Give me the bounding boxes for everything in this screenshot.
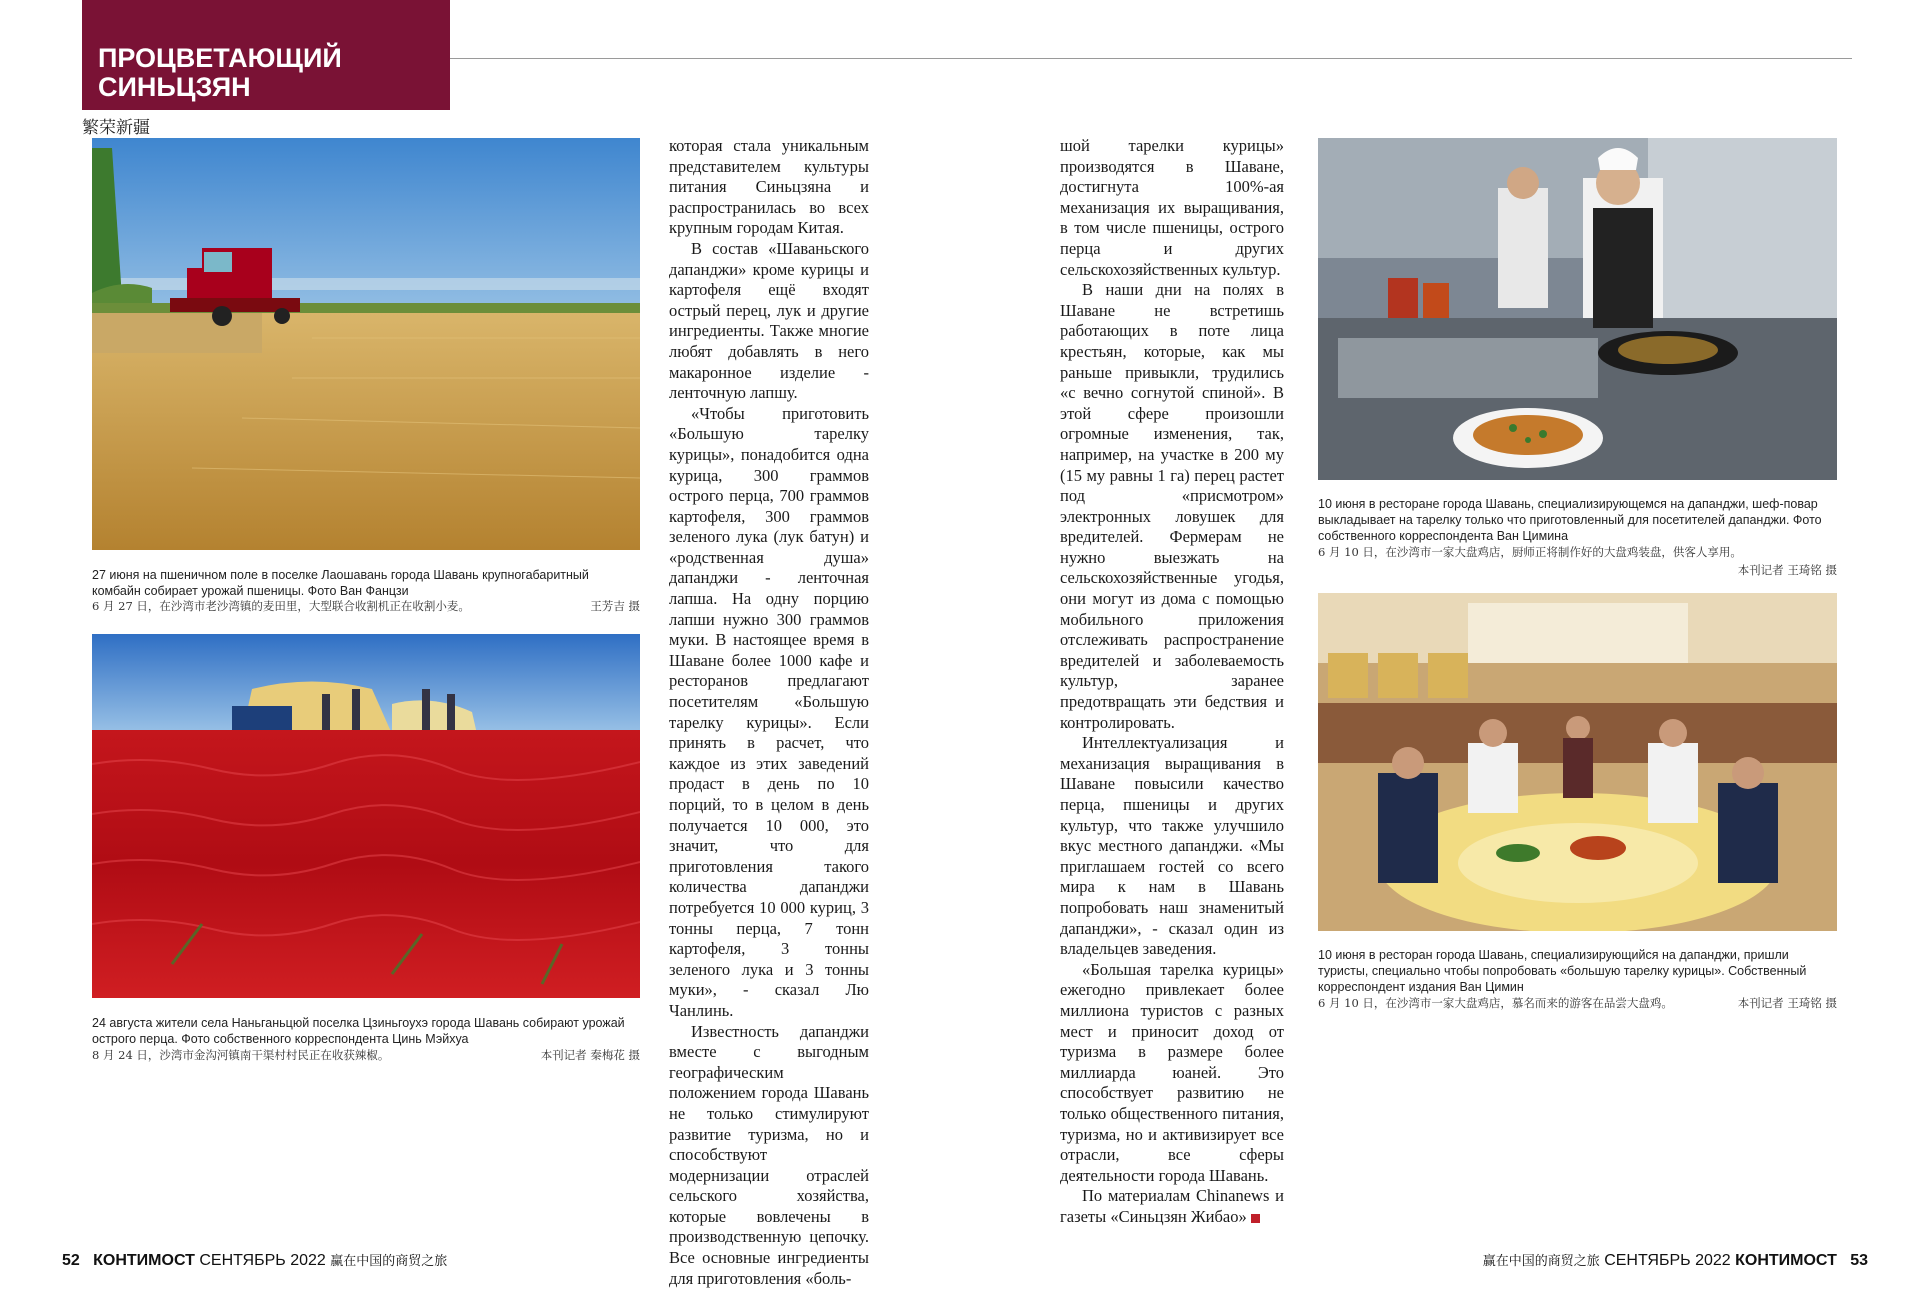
section-title [98, 44, 342, 102]
section-title-line2: СИНЬЦЗЯН [98, 72, 251, 102]
article-paragraph: В наши дни на полях в Шаване не встретишь работающих в поте лица крестьян, которые, как мы раньше привыкли, трудились «с вечно согнутой спиной». В этой сфере произошли огромные изменения, так, например, на участке в 200 му (15 му равны 1 га) перец растет под «присмотром» электронных ловушек для вредителей. Фермерам не нужно выезжать на сельскохозяйственные угодья, они могут из дома с помощью мобильного приложения отслеживать распространение вредителей и заболеваемость культур, заранее предотвращать эти бедствия и контролировать. [1060, 280, 1284, 732]
footer-right [1483, 1250, 1868, 1270]
article-paragraph: «Большая тарелка курицы» ежегодно привлекает более миллиона туристов с разных мест и приносит доход от туризма в размере более миллиарда юаней. Это способствует развитию не только общественного питания, туризма, но и активизирует все отрасли, все сферы деятельности города Шавань. [1060, 959, 1284, 1185]
photo-caption-cn [1318, 544, 1837, 560]
photo-caption-ru: 24 августа жители села Наньганьцюй поселка Цзиньгоухэ города Шавань собирают урожай острого перца. Фото собственного корреспондента Цинь Мэйхуа [92, 1016, 625, 1046]
article-paragraph: «Чтобы приготовить «Большую тарелку курицы», понадобится одна курица, 300 граммов острого перца, 700 граммов картофеля, 300 граммов зеленого лука (лук батун) и «родственная душа» дапанджи - ленточная лапша. На одну порцию лапши нужно 300 граммов муки. В настоящее время в Шаване более 1000 кафе и ресторанов предлагают посетителям «Большую тарелку курицы». Если принять в расчет, что каждое из этих заведений продаст в день по 10 порций, то в целом в день получается 10 000, это значит, что для приготовления такого количества дапанджи потребуется 10 000 куриц, 3 тонны перца, 7 тонн картофеля, 3 тонны зеленого лука и 3 тонны муки», - сказал Лю Чанлинь. [669, 403, 869, 1020]
article-column-2 [1060, 136, 1284, 1227]
header-rule [450, 58, 1852, 59]
photo-credit: 本刊记者 王琦铭 摄 [1737, 563, 1837, 577]
end-mark-icon [1251, 1214, 1260, 1223]
article-source [1060, 1186, 1284, 1227]
article-paragraph: Интеллектуализация и механизация выращивания в Шаване повысили качество перца, пшеницы и других культур, что также улучшило вкус местного дапанджи. «Мы приглашаем гостей со всего мира к нам в Шавань попробовать наш знаменитый дапанджи», - сказал один из владельцев заведения. [1060, 733, 1284, 959]
article-paragraph: которая стала уникальным представителем культуры питания Синьцзяна и распространилась во всех крупным городам Китая. [669, 136, 869, 238]
photo-caption-cn [1318, 995, 1837, 1011]
photo-pepper-harvest [92, 634, 640, 998]
article-paragraph: Известность дапанджи вместе с выгодным географическим положением города Шавань не только стимулируют развитие туризма, но и способствуют модернизации отраслей сельского хозяйства, которые вовлечены в производственную цепочку. Все основные ингредиенты для приготовления «боль- [669, 1021, 869, 1288]
photo-restaurant-tourists [1318, 593, 1837, 931]
section-banner [82, 0, 450, 110]
photo-caption-cn [92, 1047, 640, 1063]
magazine-name: КОНТИМОСТ [93, 1252, 195, 1269]
magazine-slogan-cn: 赢在中国的商贸之旅 [1482, 1254, 1600, 1269]
article-paragraph: шой тарелки курицы» производятся в Шаване, достигнута 100%-ая механизация их выращивания, в том числе пшеницы, острого перца и других сельскохозяйственных культур. [1060, 136, 1284, 279]
article-source-text: По материалам Chinanews и газеты «Синьцзян Жибао» [1060, 1186, 1284, 1226]
caption-cn-text: 6 月 27 日，在沙湾市老沙湾镇的麦田里，大型联合收割机正在收割小麦。 [92, 599, 470, 613]
magazine-slogan-cn: 赢在中国的商贸之旅 [330, 1254, 448, 1269]
caption-cn-text: 6 月 10 日，在沙湾市一家大盘鸡店，慕名而来的游客在品尝大盘鸡。 [1318, 996, 1673, 1010]
issue-date: СЕНТЯБРЬ 2022 [199, 1252, 326, 1269]
page-number: 52 [62, 1252, 80, 1269]
photo-chef-plating [1318, 138, 1837, 480]
article-paragraph: В состав «Шаваньского дапанджи» кроме курицы и картофеля ещё входят острый перец, лук и другие ингредиенты. Также многие любят добавлять в него макаронное изделие - ленточную лапшу. [669, 238, 869, 403]
footer-left [62, 1250, 447, 1270]
caption-cn-text: 6 月 10 日，在沙湾市一家大盘鸡店，厨师正将制作好的大盘鸡装盘，供客人享用。 [1318, 545, 1742, 559]
page-number: 53 [1850, 1252, 1868, 1269]
photo-credit: 王芳吉 摄 [590, 599, 640, 613]
photo-credit-line [1318, 562, 1837, 578]
photo-caption-ru: 10 июня в ресторан города Шавань, специализирующийся на дапанджи, пришли туристы, специально чтобы попробовать «большую тарелку курицы». Собственный корреспондент издания Ван Цимин [1318, 948, 1807, 994]
photo-caption-ru: 27 июня на пшеничном поле в поселке Лаошавань города Шавань крупногабаритный комбайн собирает урожай пшеницы. Фото Ван Фанцзи [92, 568, 589, 598]
photo-credit: 本刊记者 秦梅花 摄 [540, 1048, 640, 1062]
section-title-line1: ПРОЦВЕТАЮЩИЙ [98, 43, 342, 73]
photo-wheat-harvest [92, 138, 640, 550]
photo-caption-cn [92, 598, 640, 614]
article-column-1 [669, 136, 869, 1289]
issue-date: СЕНТЯБРЬ 2022 [1604, 1252, 1731, 1269]
photo-caption-ru: 10 июня в ресторане города Шавань, специализирующемся на дапанджи, шеф-повар выкладывает на тарелку только что приготовленный для посетителей дапанджи. Фото собственного корреспондента Ван Цимина [1318, 497, 1822, 543]
section-subtitle-cn: 繁荣新疆 [82, 118, 150, 138]
magazine-name: КОНТИМОСТ [1735, 1252, 1837, 1269]
photo-credit: 本刊记者 王琦铭 摄 [1737, 996, 1837, 1010]
caption-cn-text: 8 月 24 日，沙湾市金沟河镇南干渠村村民正在收获辣椒。 [92, 1048, 390, 1062]
